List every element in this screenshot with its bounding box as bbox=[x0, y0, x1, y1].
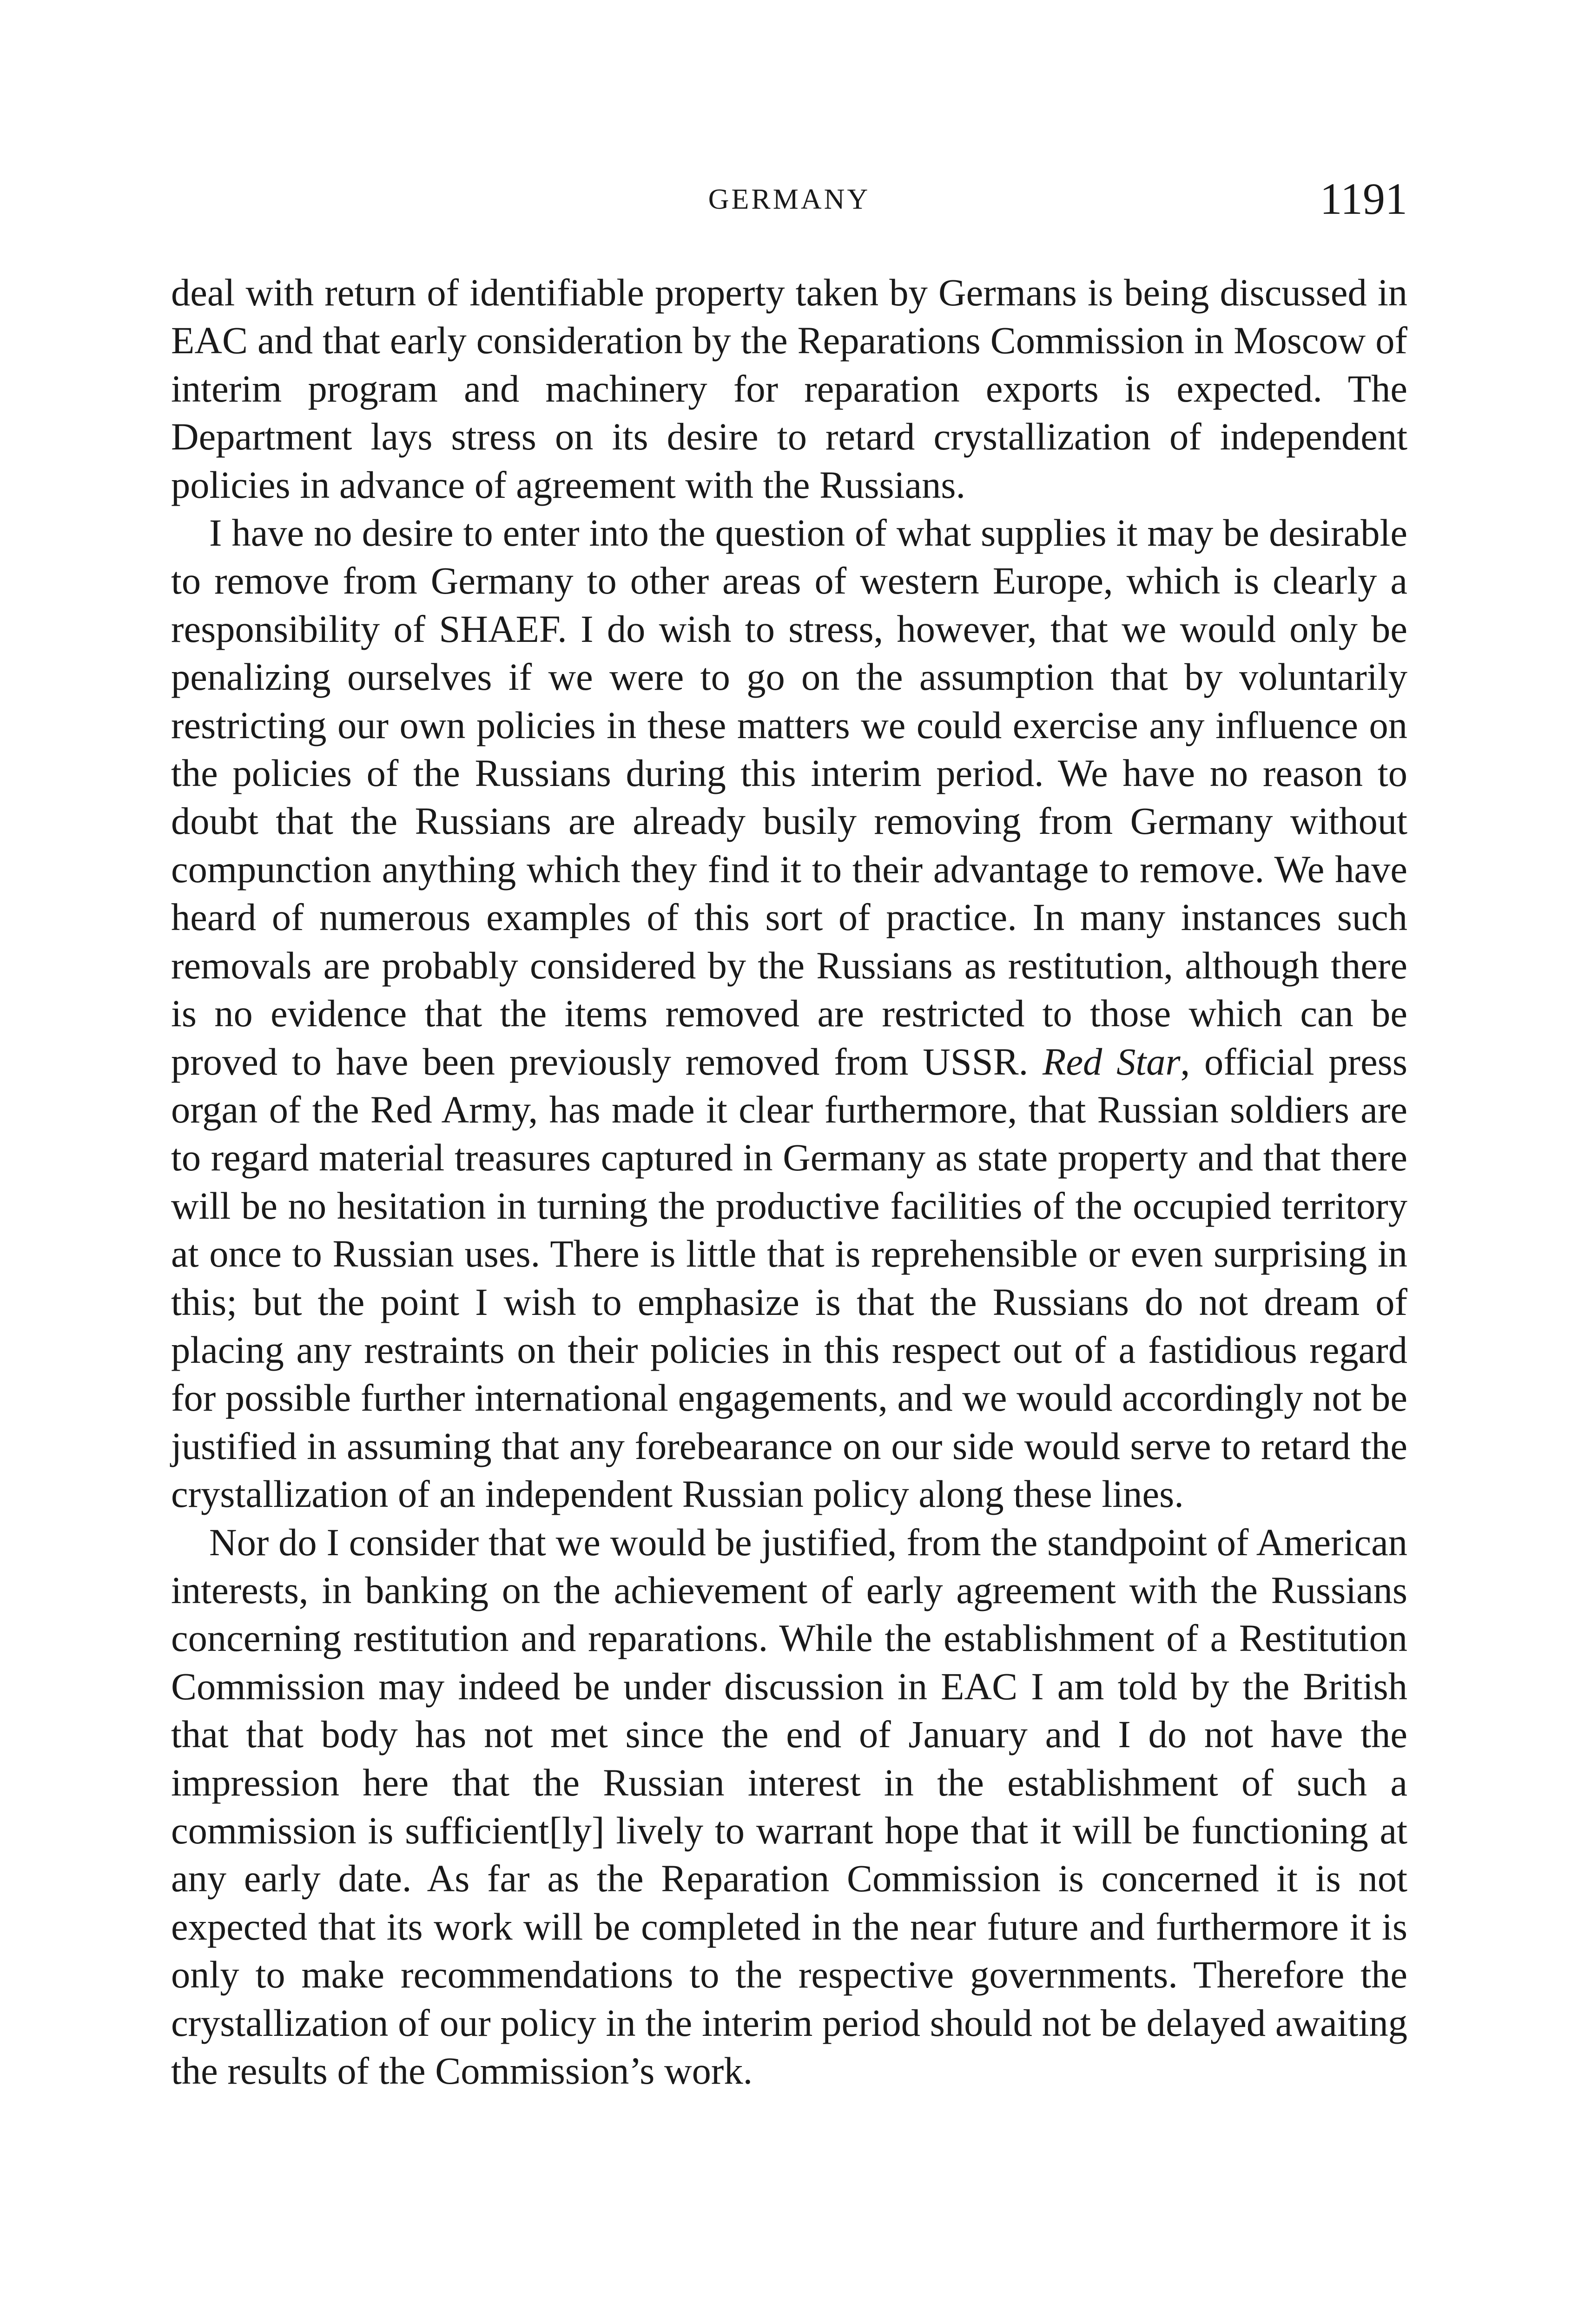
paragraph bbox=[171, 1519, 1407, 2095]
paragraph-text: Nor do I consider that we would be justified, from the standpoint of American interests, in banking on the achievement of early agreement with the Russians concerning restitution and reparations. While the establishment of a Restitution Commission may indeed be under discussion in EAC I am told by the British that that body has not met since the end of January and I do not have the impression here that the Russian interest in the establishment of such a commission is sufficient[ly] lively to warrant hope that it will be functioning at any early date. As far as the Reparation Commission is concerned it is not expected that its work will be completed in the near future and furthermore it is only to make recommendations to the respective governments. Therefore the crystallization of our policy in the interim period should not be delayed awaiting the results of the Commission’s work. bbox=[171, 1520, 1407, 2093]
paragraph-continued bbox=[171, 269, 1407, 509]
newspaper-title: Red Star bbox=[1043, 1040, 1181, 1083]
body-text bbox=[171, 269, 1407, 2095]
running-title: GERMANY bbox=[708, 184, 871, 215]
paragraph-text: I have no desire to enter into the question of what supplies it may be desirable to remove from Germany to other areas of western Europe, which is clearly a responsibility of SHAEF. I do wish to stress, however, that we would only be penalizing ourselves if we were to go on the assumption that by voluntarily restricting our own policies in these matters we could exercise any influence on the policies of the Russians during this interim period. We have no reason to doubt that the Russians are already busily removing from Germany without compunction anything which they find it to their advantage to remove. We have heard of numerous examples of this sort of practice. In many instances such removals are probably considered by the Russians as restitution, although there is no evidence that the items removed are restricted to those which can be proved to have been previously removed from USSR. bbox=[171, 511, 1407, 1083]
paragraph bbox=[171, 509, 1407, 1519]
page-number: 1191 bbox=[1320, 174, 1407, 224]
running-head bbox=[171, 174, 1407, 232]
paragraph-text: , official press organ of the Red Army, has made it clear furthermore, that Russian soldiers are to regard material treasures captured in Germany as state property and that there will be no hesitation in turning the productive facilities of the occupied territory at once to Russian uses. There is little that is reprehensible or even surprising in this; but the point I wish to emphasize is that the Russians do not dream of placing any restraints on their policies in this respect out of a fastidious regard for possible further international engagements, and we would accordingly not be justified in assuming that any forebearance on our side would serve to retard the crystallization of an independent Russian policy along these lines. bbox=[171, 1040, 1407, 1516]
paragraph-text: deal with return of identifiable property taken by Germans is being discussed in EAC and that early consideration by the Reparations Commission in Moscow of interim program and machinery for reparation exports is expected. The Department lays stress on its desire to retard crystallization of independent policies in advance of agreement with the Russians. bbox=[171, 271, 1407, 506]
